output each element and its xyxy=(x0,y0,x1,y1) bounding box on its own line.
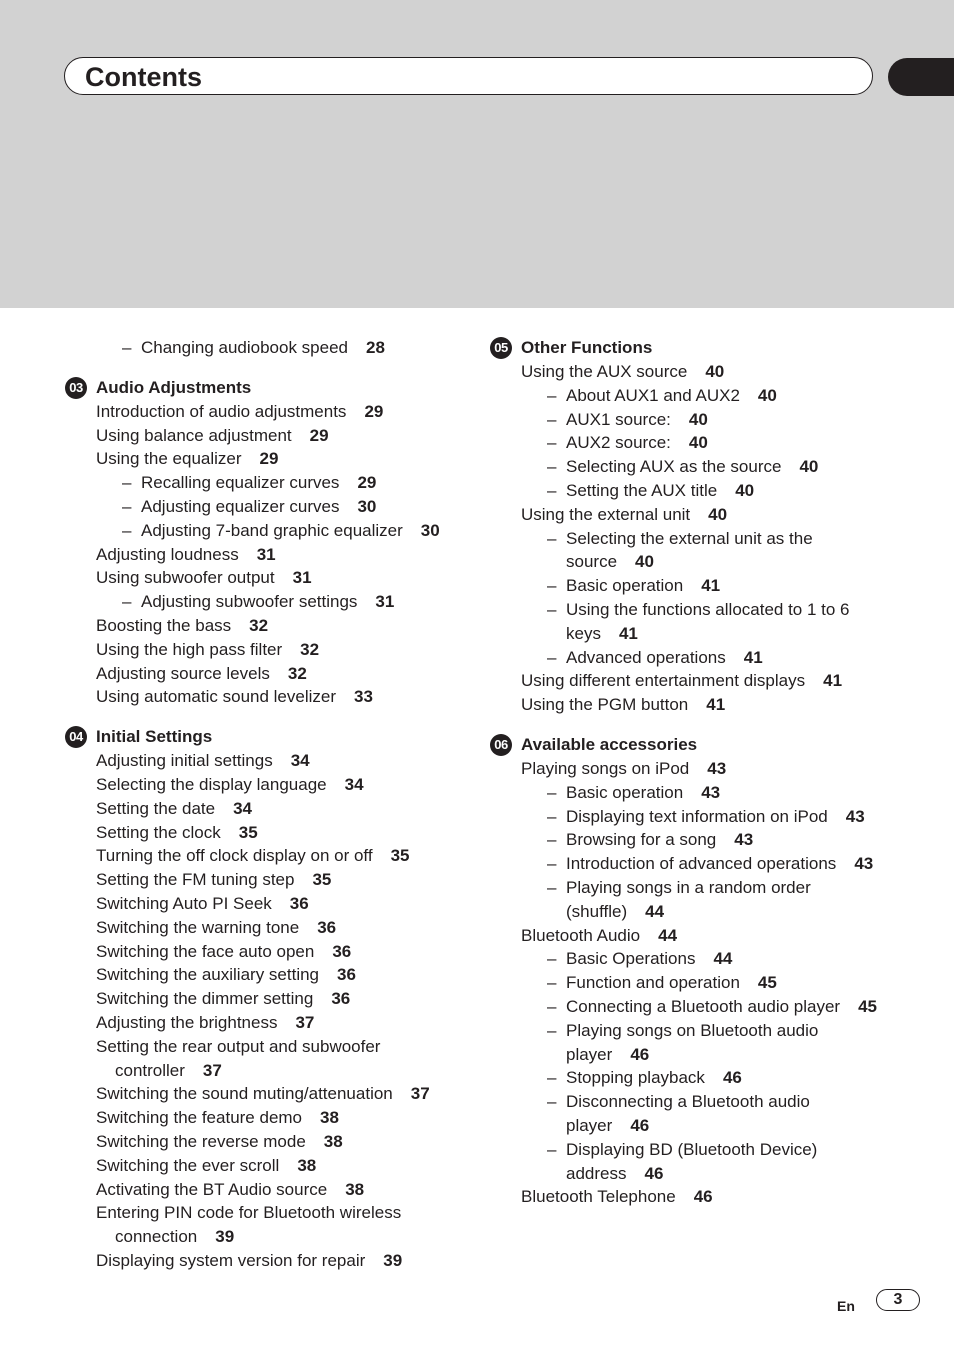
toc-entry-text: Using subwoofer output xyxy=(96,568,275,588)
dash-bullet: – xyxy=(547,1020,557,1040)
toc-entry[interactable] xyxy=(64,868,464,892)
toc-page-number: 35 xyxy=(312,870,332,890)
toc-page-number: 32 xyxy=(300,639,320,659)
section-heading-text: Initial Settings xyxy=(96,727,213,747)
toc-page-number: 29 xyxy=(309,425,329,445)
section-heading-text: Audio Adjustments xyxy=(96,377,252,397)
toc-entry-text: Bluetooth Audio xyxy=(521,925,641,945)
toc-page-number: 41 xyxy=(706,695,726,715)
dash-bullet: – xyxy=(547,806,557,826)
toc-entry[interactable] xyxy=(64,749,464,773)
toc-entry-text: Switching the auxiliary setting xyxy=(96,965,320,985)
toc-page-number: 46 xyxy=(630,1115,650,1135)
toc-entry[interactable] xyxy=(64,916,464,940)
toc-subentry[interactable] xyxy=(64,519,464,543)
toc-entry[interactable] xyxy=(64,1130,464,1154)
toc-page-number: 37 xyxy=(410,1084,430,1104)
section-number-badge: 06 xyxy=(490,734,512,756)
toc-entry-text: Selecting the external unit as the source xyxy=(566,528,813,572)
toc-entry-text: Basic Operations xyxy=(566,949,696,969)
toc-page-number: 31 xyxy=(256,544,276,564)
dash-bullet: – xyxy=(547,1092,557,1112)
page-number: 3 xyxy=(876,1289,920,1311)
toc-entry[interactable] xyxy=(64,566,464,590)
toc-page-number: 36 xyxy=(331,989,351,1009)
toc-page-number: 40 xyxy=(635,552,654,572)
toc-entry-text: Using balance adjustment xyxy=(96,425,292,445)
toc-subentry[interactable] xyxy=(489,527,889,575)
toc-subentry[interactable] xyxy=(489,1090,889,1138)
toc-subentry[interactable] xyxy=(489,805,889,829)
toc-page-number: 41 xyxy=(823,671,843,691)
toc-entry-text: Activating the BT Audio source xyxy=(96,1179,328,1199)
toc-entry-text: Displaying text information on iPod xyxy=(566,806,828,826)
toc-page-number: 36 xyxy=(317,917,337,937)
toc-continued xyxy=(64,336,464,360)
toc-page-number: 40 xyxy=(688,409,708,429)
toc-entry-text: Selecting the display language xyxy=(96,774,327,794)
section-heading-text: Other Functions xyxy=(521,338,653,357)
toc-entry-text: Switching the dimmer setting xyxy=(96,989,314,1009)
toc-entry-text: Playing songs on iPod xyxy=(521,758,690,778)
toc-subentry[interactable] xyxy=(489,455,889,479)
toc-page-number: 44 xyxy=(645,901,665,921)
toc-page-number: 32 xyxy=(249,615,269,635)
toc-entry-text: Switching the reverse mode xyxy=(96,1131,306,1151)
toc-entry-text: About AUX1 and AUX2 xyxy=(566,385,740,405)
header-band xyxy=(0,0,954,308)
dash-bullet: – xyxy=(547,599,557,619)
toc-subentry[interactable] xyxy=(489,971,889,995)
toc-subentry[interactable] xyxy=(489,876,889,924)
toc-entry[interactable] xyxy=(64,987,464,1011)
toc-page-number: 40 xyxy=(799,457,819,477)
toc-entry-text: Switching the ever scroll xyxy=(96,1155,280,1175)
toc-page-number: 46 xyxy=(722,1068,742,1088)
dash-bullet: – xyxy=(547,973,557,993)
toc-page-number: 33 xyxy=(354,687,373,707)
toc-entry[interactable] xyxy=(64,543,464,567)
toc-column-right xyxy=(489,336,889,1225)
toc-entry-text: Using the functions allocated to 1 to 6 keys xyxy=(566,599,850,643)
toc-entry[interactable] xyxy=(64,940,464,964)
dash-bullet: – xyxy=(547,647,557,667)
dash-bullet: – xyxy=(122,473,132,493)
toc-page-number: 43 xyxy=(854,854,874,874)
dash-bullet: – xyxy=(122,496,132,516)
toc-page-number: 30 xyxy=(357,496,377,516)
dash-bullet: – xyxy=(547,409,557,429)
toc-entry[interactable] xyxy=(64,1178,464,1202)
toc-entry[interactable] xyxy=(64,685,464,709)
toc-entry[interactable] xyxy=(64,773,464,797)
toc-subentry[interactable] xyxy=(489,431,889,455)
section-heading[interactable] xyxy=(489,336,889,360)
toc-subentry[interactable] xyxy=(489,947,889,971)
dash-bullet: – xyxy=(547,1068,557,1088)
toc-subentry[interactable] xyxy=(489,479,889,503)
toc-entry-text: Adjusting the brightness xyxy=(96,1012,278,1032)
toc-entry-text: Adjusting loudness xyxy=(96,544,239,564)
toc-page-number: 46 xyxy=(693,1187,713,1207)
toc-entry-text: Using the external unit xyxy=(521,504,691,524)
section-heading-text: Available accessories xyxy=(521,734,698,754)
toc-entry[interactable] xyxy=(489,360,889,384)
toc-entry-text: Playing songs in a random order (shuffle) xyxy=(566,877,811,921)
toc-page-number: 30 xyxy=(420,520,440,540)
toc-entry-text: Displaying BD (Bluetooth Device) address xyxy=(566,1139,818,1183)
toc-entry-text: AUX2 source: xyxy=(566,433,671,453)
toc-entry[interactable] xyxy=(64,821,464,845)
title-box xyxy=(64,57,873,95)
toc-page-number: 36 xyxy=(332,941,352,961)
toc-subentry[interactable] xyxy=(489,1138,889,1186)
toc-subentry[interactable] xyxy=(489,995,889,1019)
toc-entry-text: Displaying system version for repair xyxy=(96,1250,366,1270)
section-heading[interactable] xyxy=(489,733,889,757)
toc-entry-text: Selecting AUX as the source xyxy=(566,457,782,477)
toc-entry-text: Introduction of advanced operations xyxy=(566,854,837,874)
toc-entry[interactable] xyxy=(489,503,889,527)
toc-page-number: 34 xyxy=(344,774,364,794)
toc-page-number: 43 xyxy=(707,758,727,778)
toc-entry[interactable] xyxy=(64,844,464,868)
chapter-tab xyxy=(888,58,954,96)
dash-bullet: – xyxy=(122,592,132,612)
toc-subentry[interactable] xyxy=(489,408,889,432)
toc-page-number: 40 xyxy=(708,504,728,524)
section-heading[interactable] xyxy=(64,725,464,749)
toc-entry[interactable] xyxy=(64,797,464,821)
toc-entry-text: Using different entertainment displays xyxy=(521,671,806,691)
toc-subentry[interactable] xyxy=(64,336,464,360)
toc-page-number: 40 xyxy=(688,433,708,453)
toc-page-number: 43 xyxy=(701,782,721,802)
toc-entry[interactable] xyxy=(64,1106,464,1130)
toc-entry-text: Switching the feature demo xyxy=(96,1108,303,1128)
section-number-badge: 03 xyxy=(65,377,87,399)
toc-page-number: 45 xyxy=(858,996,878,1016)
toc-entry[interactable] xyxy=(489,1185,889,1209)
toc-page-number: 29 xyxy=(259,449,279,469)
dash-bullet: – xyxy=(547,949,557,969)
toc-entry-text: Adjusting equalizer curves xyxy=(141,496,340,516)
toc-page-number: 40 xyxy=(735,480,755,500)
toc-entry[interactable] xyxy=(64,963,464,987)
dash-bullet: – xyxy=(547,385,557,405)
toc-subentry[interactable] xyxy=(489,646,889,670)
toc-subentry[interactable] xyxy=(489,828,889,852)
toc-page-number: 45 xyxy=(757,973,777,993)
toc-entry-text: Stopping playback xyxy=(566,1068,705,1088)
toc-entry-text: Using the high pass filter xyxy=(96,639,283,659)
toc-entry[interactable] xyxy=(64,1082,464,1106)
toc-page-number: 29 xyxy=(357,473,377,493)
toc-entry-text: Adjusting initial settings xyxy=(96,751,273,771)
toc-page-number: 46 xyxy=(644,1163,664,1183)
toc-entry-text: Using the AUX source xyxy=(521,362,688,381)
dash-bullet: – xyxy=(122,338,132,357)
page-title: Contents xyxy=(85,62,202,92)
toc-entry-text: Bluetooth Telephone xyxy=(521,1187,676,1207)
toc-page-number: 46 xyxy=(630,1044,650,1064)
section-heading[interactable] xyxy=(64,376,464,400)
toc-page-number: 37 xyxy=(202,1060,222,1080)
toc-subentry[interactable] xyxy=(489,598,889,646)
section-number-badge: 04 xyxy=(65,726,87,748)
toc-entry[interactable] xyxy=(489,924,889,948)
toc-entry[interactable] xyxy=(64,1201,464,1249)
toc-page-number: 40 xyxy=(705,362,725,381)
toc-subentry[interactable] xyxy=(489,384,889,408)
toc-subentry[interactable] xyxy=(489,852,889,876)
toc-entry-text: Basic operation xyxy=(566,576,684,596)
toc-page-number: 44 xyxy=(713,949,733,969)
toc-page-number: 41 xyxy=(618,623,638,643)
toc-entry[interactable] xyxy=(64,1154,464,1178)
toc-section xyxy=(64,725,464,1273)
toc-page-number: 32 xyxy=(287,663,307,683)
toc-entry-text: Advanced operations xyxy=(566,647,726,667)
toc-page-number: 36 xyxy=(289,893,309,913)
toc-entry[interactable] xyxy=(64,447,464,471)
toc-entry-text: Turning the off clock display on or off xyxy=(96,846,373,866)
toc-page-number: 38 xyxy=(320,1108,339,1128)
toc-page-number: 44 xyxy=(658,925,678,945)
toc-subentry[interactable] xyxy=(489,781,889,805)
toc-entry-text: Setting the AUX title xyxy=(566,480,718,500)
toc-section xyxy=(64,376,464,709)
toc-entry-text: Browsing for a song xyxy=(566,830,717,850)
toc-entry-text: Setting the clock xyxy=(96,822,221,842)
dash-bullet: – xyxy=(547,830,557,850)
toc-entry[interactable] xyxy=(64,400,464,424)
toc-entry-text: Boosting the bass xyxy=(96,615,232,635)
toc-page-number: 41 xyxy=(701,576,721,596)
toc-entry-text: Connecting a Bluetooth audio player xyxy=(566,996,841,1016)
toc-entry[interactable] xyxy=(64,892,464,916)
toc-entry[interactable] xyxy=(64,662,464,686)
toc-entry[interactable] xyxy=(64,614,464,638)
dash-bullet: – xyxy=(547,854,557,874)
dash-bullet: – xyxy=(547,996,557,1016)
toc-entry-text: Switching Auto PI Seek xyxy=(96,893,272,913)
toc-entry-text: Playing songs on Bluetooth audio player xyxy=(566,1020,819,1064)
toc-entry-text: Basic operation xyxy=(566,782,684,802)
toc-entry-text: Switching the sound muting/attenuation xyxy=(96,1084,393,1104)
toc-subentry[interactable] xyxy=(64,590,464,614)
toc-entry-text: Switching the warning tone xyxy=(96,917,300,937)
toc-page-number: 43 xyxy=(734,830,754,850)
toc-entry-text: Using automatic sound levelizer xyxy=(96,687,337,707)
toc-entry[interactable] xyxy=(64,1249,464,1273)
section-number-badge: 05 xyxy=(490,337,512,359)
toc-entry[interactable] xyxy=(64,424,464,448)
toc-subentry[interactable] xyxy=(64,471,464,495)
toc-subentry[interactable] xyxy=(489,574,889,598)
toc-page-number: 34 xyxy=(233,798,253,818)
toc-entry-text: Adjusting 7-band graphic equalizer xyxy=(141,520,403,540)
toc-entry-text: Changing audiobook speed xyxy=(141,338,349,357)
toc-page-number: 34 xyxy=(290,751,310,771)
toc-entry-text: Disconnecting a Bluetooth audio player xyxy=(566,1092,810,1135)
toc-page-number: 35 xyxy=(390,846,410,866)
toc-entry[interactable] xyxy=(64,1011,464,1035)
toc-entry[interactable] xyxy=(64,1035,464,1083)
toc-entry[interactable] xyxy=(64,638,464,662)
toc-page-number: 43 xyxy=(845,806,865,826)
toc-entry-text: Adjusting source levels xyxy=(96,663,270,683)
toc-entry-text: Switching the face auto open xyxy=(96,941,315,961)
dash-bullet: – xyxy=(547,480,557,500)
toc-entry-text: Introduction of audio adjustments xyxy=(96,401,347,421)
toc-page-number: 31 xyxy=(375,592,395,612)
toc-entry-text: Setting the FM tuning step xyxy=(96,870,295,890)
toc-entry-text: Using the PGM button xyxy=(521,695,689,715)
toc-page-number: 35 xyxy=(238,822,258,842)
toc-entry[interactable] xyxy=(489,757,889,781)
toc-subentry[interactable] xyxy=(64,495,464,519)
toc-page-number: 38 xyxy=(323,1131,343,1151)
toc-entry-text: Function and operation xyxy=(566,973,740,993)
toc-entry-text: Setting the date xyxy=(96,798,216,818)
toc-page-number: 29 xyxy=(364,401,384,421)
toc-page-number: 31 xyxy=(292,568,312,588)
toc-page-number: 36 xyxy=(337,965,356,985)
dash-bullet: – xyxy=(547,782,557,802)
dash-bullet: – xyxy=(547,433,557,453)
toc-subentry[interactable] xyxy=(489,1019,889,1067)
toc-page-number: 39 xyxy=(383,1250,403,1270)
toc-page-number: 41 xyxy=(743,647,763,667)
toc-entry[interactable] xyxy=(489,693,889,717)
toc-page-number: 40 xyxy=(757,385,777,405)
toc-page-number: 28 xyxy=(366,338,385,357)
toc-page-number: 39 xyxy=(215,1227,235,1247)
toc-page-number: 38 xyxy=(345,1179,365,1199)
dash-bullet: – xyxy=(547,576,557,596)
toc-subentry[interactable] xyxy=(489,1066,889,1090)
toc-entry-text: Entering PIN code for Bluetooth wireless connection xyxy=(96,1203,402,1247)
dash-bullet: – xyxy=(547,457,557,477)
dash-bullet: – xyxy=(547,528,557,548)
toc-section xyxy=(489,733,889,1209)
dash-bullet: – xyxy=(547,877,557,897)
toc-entry[interactable] xyxy=(489,669,889,693)
toc-column-left xyxy=(64,336,464,1289)
language-label: En xyxy=(837,1298,855,1314)
toc-entry-text: AUX1 source: xyxy=(566,409,671,429)
toc-section xyxy=(489,336,889,717)
toc-page-number: 38 xyxy=(297,1155,317,1175)
toc-entry-text: Setting the rear output and subwoofer controller xyxy=(96,1036,381,1080)
toc-entry-text: Using the equalizer xyxy=(96,449,242,469)
dash-bullet: – xyxy=(122,520,132,540)
toc-entry-text: Recalling equalizer curves xyxy=(141,473,340,493)
dash-bullet: – xyxy=(547,1139,557,1159)
toc-page-number: 37 xyxy=(295,1012,315,1032)
toc-entry-text: Adjusting subwoofer settings xyxy=(141,592,358,612)
